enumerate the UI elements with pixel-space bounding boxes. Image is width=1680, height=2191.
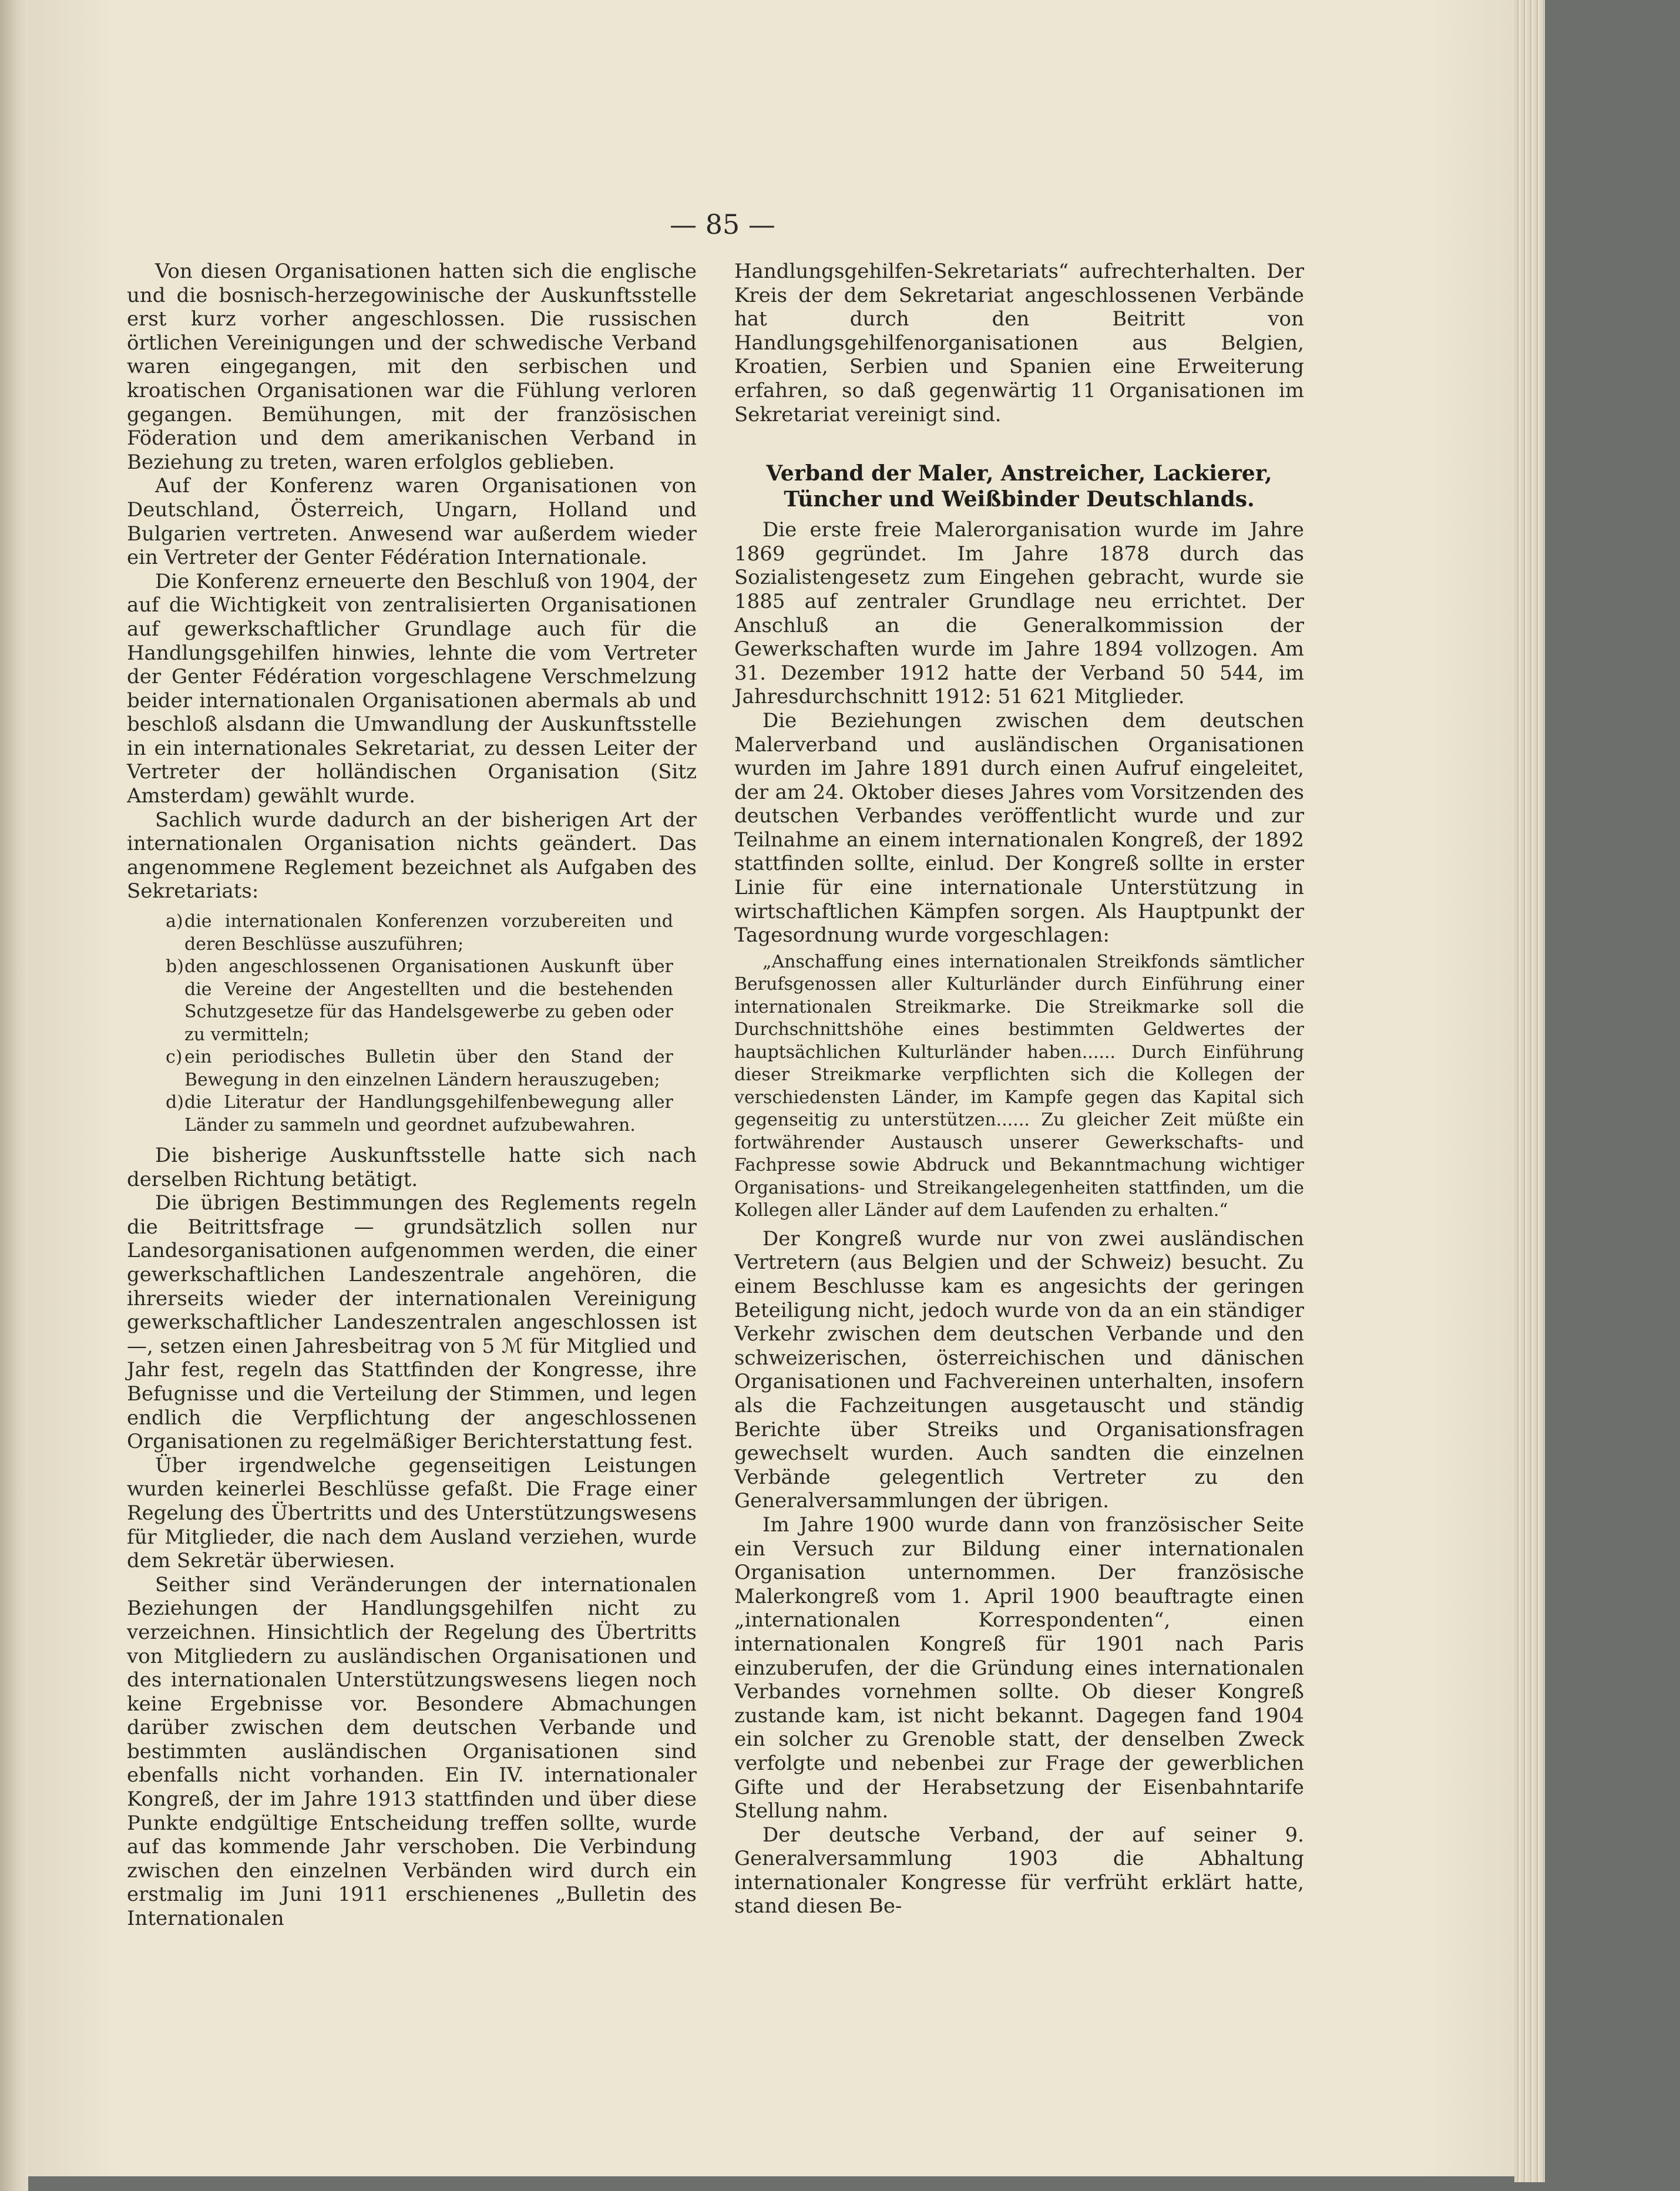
paragraph: Sachlich wurde dadurch an der bisherigen Art der internationalen Organisation nichts geändert. Das angenommene Reglement bezeichnet als Aufgaben des Sekretariats: (127, 808, 697, 903)
list-marker: b) (166, 956, 184, 977)
paragraph: Im Jahre 1900 wurde dann von französischer Seite ein Versuch zur Bildung einer internationalen Organisation unternommen. Der französische Malerkongreß vom 1. April 1900 beauftragte einen „internationalen Korrespondenten“, einen internationalen Kongreß für 1901 nach Paris einzuberufen, der die Gründung eines internationalen Verbandes vornehmen sollte. Ob dieser Kongreß zustande kam, ist nicht bekannt. Dagegen fand 1904 ein solcher zu Grenoble statt, der denselben Zweck verfolgte und nebenbei zur Frage der gewerblichen Gifte und der Herabsetzung der Eisenbahntarife Stellung nahm. (734, 1513, 1304, 1823)
list-item (127, 956, 697, 1046)
previous-page-edge (0, 0, 28, 2191)
paragraph: Der Kongreß wurde nur von zwei ausländischen Vertretern (aus Belgien und der Schweiz) besucht. Zu einem Beschlusse kam es angesichts der geringen Beteiligung nicht, jedoch wurde von da an ein ständiger Verkehr zwischen dem deutschen Verbande und den schweizerischen, österreichischen und dänischen Organisationen und Fachvereinen unterhalten, insofern als die Fachzeitungen ausgetauscht und ständig Berichte über Streiks und Organisationsfragen gewechselt wurden. Auch sandten die einzelnen Verbände gelegentlich Vertreter zu den Generalversammlungen der übrigen. (734, 1226, 1304, 1513)
paragraph: Von diesen Organisationen hatten sich die englische und die bosnisch-herzegowinische der Auskunftsstelle erst kurz vorher angeschlossen. Die russischen örtlichen Vereinigungen und der schwedische Verband waren eingegangen, mit den serbischen und kroatischen Organisationen war die Fühlung verloren gegangen. Bemühungen, mit der französischen Föderation und dem amerikanischen Verband in Beziehung zu treten, waren erfolglos geblieben. (127, 260, 697, 474)
section-heading: Verband der Maler, Anstreicher, Lackierer, Tüncher und Weißbinder Deutschlands. (766, 461, 1272, 512)
list-marker: d) (166, 1092, 184, 1113)
list-marker: c) (166, 1047, 183, 1068)
paragraph: Die bisherige Auskunftsstelle hatte sich nach derselben Richtung betätigt. (127, 1144, 697, 1191)
list-item (127, 910, 697, 956)
list-item (127, 1046, 697, 1091)
paragraph-continued: Handlungsgehilfen-Sekretariats“ aufrechterhalten. Der Kreis der dem Sekretariat angeschlossenen Verbände hat durch den Beitritt von Handlungsgehilfenorganisationen aus Belgien, Kroatien, Serbien und Spanien eine Erweiterung erfahren, so daß gegenwärtig 11 Organisationen im Sekretariat vereinigt sind. (734, 260, 1304, 426)
page-stack-edges (1514, 0, 1545, 2182)
left-column (127, 260, 697, 1931)
list-item (127, 1091, 697, 1137)
enumerated-list (127, 910, 697, 1137)
paragraph: Die Beziehungen zwischen dem deutschen Malerverband und ausländischen Organisationen wurden im Jahre 1891 durch einen Aufruf eingeleitet, der am 24. Oktober dieses Jahres vom Vorsitzenden des deutschen Verbandes veröffentlicht wurde und zur Teilnahme an einem internationalen Kongreß, der 1892 stattfinden sollte, einlud. Der Kongreß sollte in erster Linie für eine internationale Unterstützung in wirtschaftlichen Kämpfen sorgen. Als Hauptpunkt der Tagesordnung wurde vorgeschlagen: (734, 708, 1304, 947)
list-item-text: den angeschlossenen Organisationen Auskunft über die Vereine der Angestellten und die bestehenden Schutzgesetze für das Handelsgewerbe zu geben oder zu vermitteln; (184, 956, 673, 1045)
paragraph: Der deutsche Verband, der auf seiner 9. Generalversammlung 1903 die Abhaltung internationaler Kongresse für verfrüht erklärt hatte, stand diesen Be- (734, 1823, 1304, 1918)
block-quote (734, 951, 1304, 1222)
list-item-text: ein periodisches Bulletin über den Stand der Bewegung in den einzelnen Ländern herauszugeben; (184, 1047, 673, 1090)
list-marker: a) (166, 911, 183, 932)
list-item-text: die internationalen Konferenzen vorzubereiten und deren Beschlüsse auszuführen; (184, 911, 673, 955)
quote-text: „Anschaffung eines internationalen Streikfonds sämtlicher Berufsgenossen aller Kulturländer durch Einführung einer internationalen Streikmarke. Die Streikmarke soll die Durchschnittshöhe eines bestimmten Geldwertes der hauptsächlichen Kulturländer haben...... Durch Einführung dieser Streikmarke verpflichten sich die Kollegen der verschiedensten Länder, im Kampfe gegen das Kapital sich gegenseitig zu unterstützen...... Zu gleicher Zeit müßte ein fortwährender Austausch unserer Gewerkschafts- und Fachpresse sowie Abdruck und Bekanntmachung wichtiger Organisations- und Streikangelegenheiten stattfinden, um die Kollegen aller Länder auf dem Laufenden zu erhalten.“ (734, 951, 1304, 1221)
right-column (734, 260, 1304, 1918)
paragraph: Über irgendwelche gegenseitigen Leistungen wurden keinerlei Beschlüsse gefaßt. Die Frage einer Regelung des Übertritts und des Unterstützungswesens für Mitglieder, die nach dem Ausland verziehen, wurde dem Sekretär überwiesen. (127, 1453, 697, 1573)
paragraph: Die Konferenz erneuerte den Beschluß von 1904, der auf die Wichtigkeit von zentralisierten Organisationen auf gewerkschaftlicher Grundlage auch für die Handlungsgehilfen hinwies, lehnte die vom Vertreter der Genter Fédération vorgeschlagene Verschmelzung beider internationalen Organisationen abermals ab und beschloß alsdann die Umwandlung der Auskunftsstelle in ein internationales Sekretariat, zu dessen Leiter der Vertreter der holländischen Organisation (Sitz Amsterdam) gewählt wurde. (127, 569, 697, 808)
paragraph: Die erste freie Malerorganisation wurde im Jahre 1869 gegründet. Im Jahre 1878 durch das Sozialistengesetz zum Eingehen gebracht, wurde sie 1885 auf zentraler Grundlage neu errichtet. Der Anschluß an die Generalkommission der Gewerkschaften wurde im Jahre 1894 vollzogen. Am 31. Dezember 1912 hatte der Verband 50 544, im Jahresdurchschnitt 1912: 51 621 Mitglieder. (734, 518, 1304, 709)
list-item-text: die Literatur der Handlungsgehilfenbewegung aller Länder zu sammeln und geordnet aufzubewahren. (184, 1092, 673, 1135)
scan-background (1545, 0, 1680, 2191)
paragraph: Die übrigen Bestimmungen des Reglements regeln die Beitrittsfrage — grundsätzlich sollen nur Landesorganisationen aufgenommen werden, die einer gewerkschaftlichen Landeszentrale angehören, die ihrerseits wieder der internationalen Vereinigung gewerkschaftlicher Landeszentralen angeschlossen ist —, setzen einen Jahresbeitrag von 5 ℳ für Mitglied und Jahr fest, regeln das Stattfinden der Kongresse, ihre Befugnisse und die Verteilung der Stimmen, und legen endlich die Verpflichtung der angeschlossenen Organisationen zu regelmäßiger Berichterstattung fest. (127, 1191, 697, 1454)
page-number: — 85 — (670, 209, 775, 240)
paragraph: Seither sind Veränderungen der internationalen Beziehungen der Handlungsgehilfen nicht zu verzeichnen. Hinsichtlich der Regelung des Übertritts von Mitgliedern zu ausländischen Organisationen und des internationalen Unterstützungswesens liegen noch keine Ergebnisse vor. Besondere Abmachungen darüber zwischen dem deutschen Verbande und bestimmten ausländischen Organisationen sind ebenfalls nicht vorhanden. Ein IV. internationaler Kongreß, der im Jahre 1913 stattfinden und über diese Punkte endgültige Entscheidung treffen sollte, wurde auf das kommende Jahr verschoben. Die Verbindung zwischen den einzelnen Verbänden wird durch ein erstmalig im Juni 1911 erschienenes „Bulletin des Internationalen (127, 1572, 697, 1931)
paragraph: Auf der Konferenz waren Organisationen von Deutschland, Österreich, Ungarn, Holland und Bulgarien vertreten. Anwesend war außerdem wieder ein Vertreter der Genter Fédération Internationale. (127, 474, 697, 570)
